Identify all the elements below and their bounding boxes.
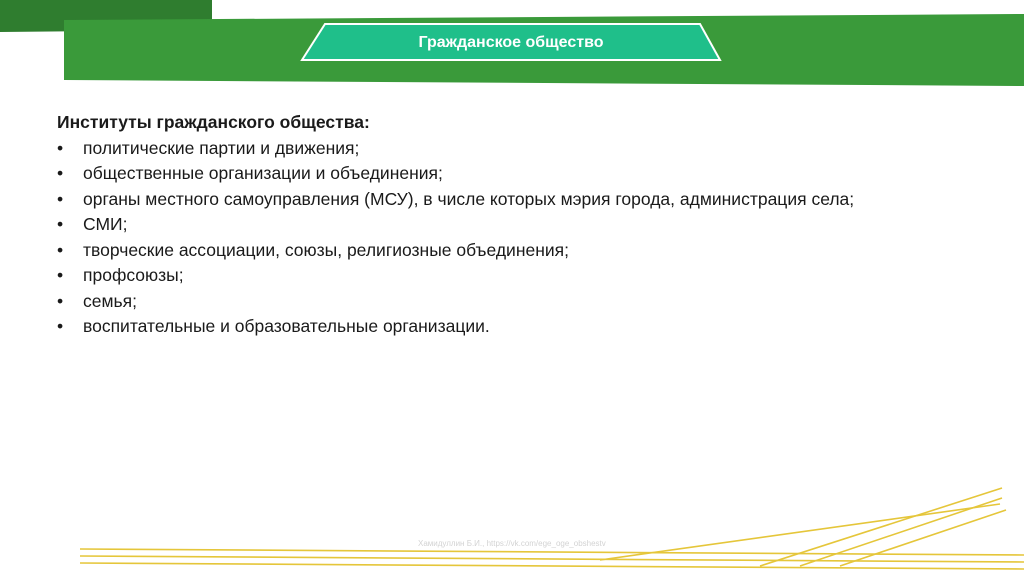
list-item-text: СМИ; (83, 214, 128, 234)
slide-title: Гражданское общество (418, 34, 604, 51)
list-item (57, 289, 997, 315)
bullet: • (57, 239, 64, 260)
list-item-text: семья; (83, 290, 137, 311)
list-item (57, 314, 997, 340)
list-item (57, 238, 997, 264)
footer-credit: Хамидуллин Б.И., https://vk.com/ege_oge_obshestv (418, 539, 606, 548)
list-item-text: политические партии и движения; (83, 137, 360, 158)
list-item-text: профсоюзы; (83, 265, 184, 285)
bullet: • (57, 265, 64, 285)
bullet: • (57, 137, 64, 158)
section-heading: Институты гражданского общества: (57, 112, 370, 132)
list-item (57, 161, 997, 187)
institutions-list (57, 136, 997, 340)
bullet: • (57, 316, 64, 336)
bullet: • (57, 188, 64, 209)
list-item (57, 136, 997, 162)
list-item-text: воспитательные и образовательные организации. (83, 316, 490, 336)
list-item (57, 187, 997, 213)
bullet: • (57, 290, 64, 311)
list-item-text: творческие ассоциации, союзы, религиозные объединения; (83, 239, 569, 260)
list-item-text: органы местного самоуправления (МСУ), в числе которых мэрия города, администрация села; (83, 188, 855, 209)
accent-lines (80, 488, 1024, 569)
bullet: • (57, 214, 64, 234)
list-item-text: общественные организации и объединения; (83, 163, 443, 183)
list-item (57, 263, 997, 289)
content-block (57, 110, 997, 340)
list-item (57, 212, 997, 238)
bullet: • (57, 163, 64, 183)
